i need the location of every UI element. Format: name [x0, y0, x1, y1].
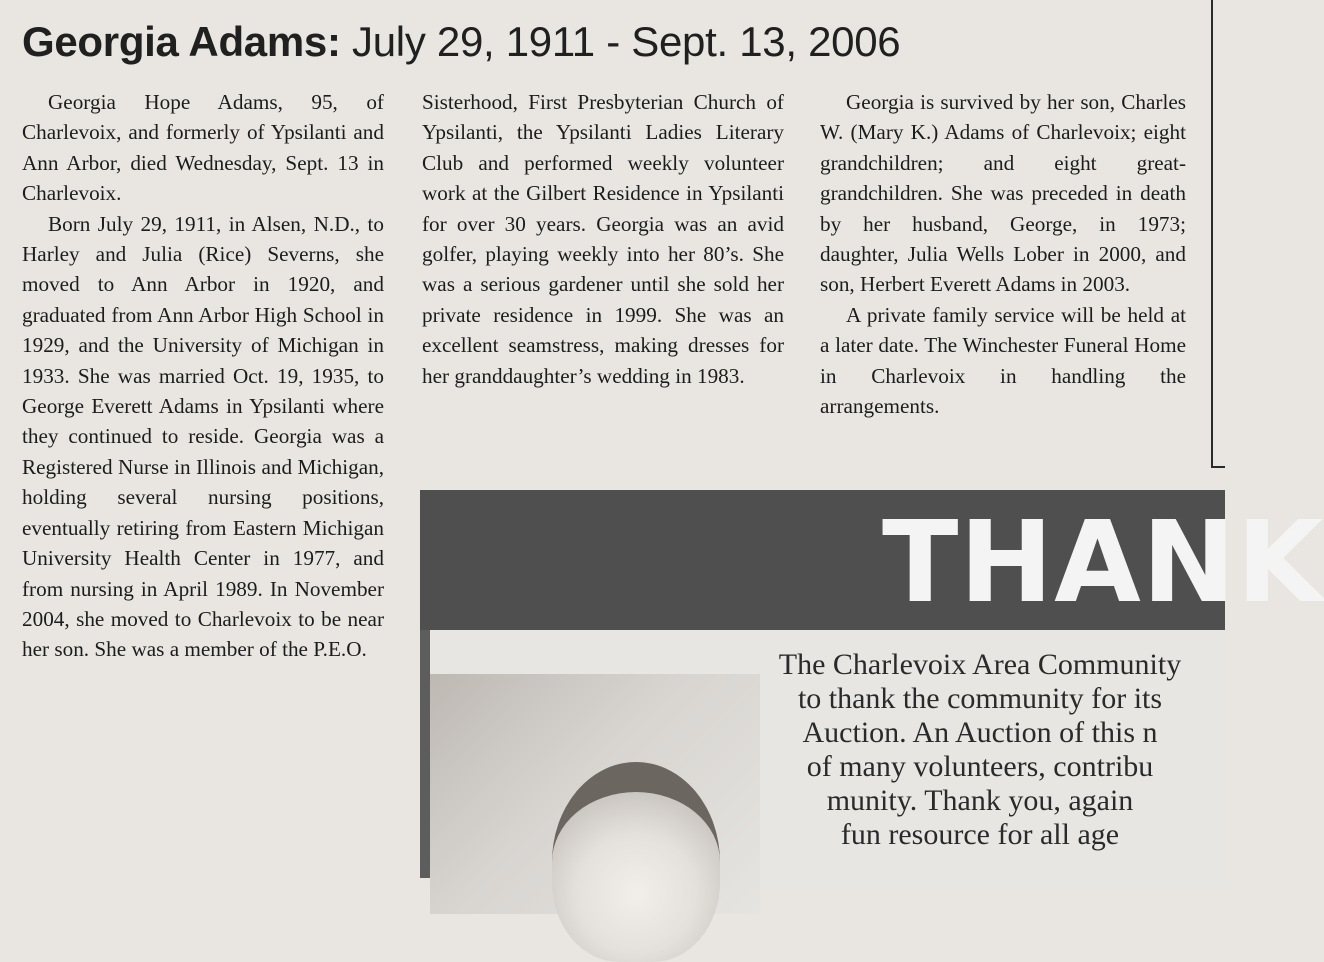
ad-text — [720, 648, 1240, 852]
col2-paragraph-1: Sisterhood, First Presbyterian Church of Ypsilanti, the Ypsilanti Ladies Literary Club and performed weekly volunteer work at the Gilbert Residence in Ypsilanti for over 30 years. Georgia was an avid golfer, playing weekly into her 80’s. She was a serious gardener until she sold her private residence in 1999. She was an excellent seamstress, making dresses for her granddaughter’s wedding in 1983. — [422, 90, 784, 388]
ad-inner-panel — [430, 630, 1230, 890]
headline-dates: July 29, 1911 - Sept. 13, 2006 — [352, 18, 901, 65]
ad-line-3: Auction. An Auction of this n — [802, 716, 1158, 749]
col1-paragraph-2: Born July 29, 1911, in Alsen, N.D., to Harley and Julia (Rice) Severns, she moved to Ann Arbor in 1920, and graduated from Ann Arbor High School in 1929, and the University of Michigan in 1933. She was married Oct. 19, 1935, to George Everett Adams in Ypsilanti where they continued to reside. Georgia was a Registered Nurse in Illinois and Michigan, holding several nursing positions, eventually retiring from Eastern Michigan University Health Center in 1977, and from nursing in April 1989. In November 2004, she moved to Charlevoix to be near her son. She was a member of the P.E.O. — [22, 211, 384, 662]
ad-line-5: munity. Thank you, again — [826, 784, 1134, 817]
ad-photo — [430, 674, 760, 914]
headline-name: Georgia Adams: — [22, 18, 341, 65]
column-1 — [22, 87, 384, 665]
column-3 — [820, 87, 1186, 421]
column-rule — [1211, 0, 1213, 468]
obituary-headline — [22, 14, 1202, 70]
col3-paragraph-1: Georgia is survived by her son, Charles W. (Mary K.) Adams of Charlevoix; eight grandchildren; and eight great-grandchildren. She was preceded in death by her husband, George, in 1973; daughter, Julia Wells Lober in 2000, and son, Herbert Everett Adams in 2003. — [820, 90, 1186, 297]
ad-line-1: The Charlevoix Area Community — [778, 648, 1182, 681]
col1-paragraph-1: Georgia Hope Adams, 95, of Charlevoix, and formerly of Ypsilanti and Ann Arbor, died Wednesday, Sept. 13 in Charlevoix. — [22, 90, 384, 206]
ad-line-6: fun resource for all age — [840, 818, 1120, 851]
ad-line-4: of many volunteers, contribu — [806, 750, 1154, 783]
ad-photo-child — [552, 762, 720, 962]
column-2 — [422, 87, 784, 391]
thank-you-ad — [420, 490, 1324, 878]
ad-title: THANK — [882, 498, 1324, 628]
column-rule-foot — [1211, 466, 1225, 468]
ad-line-2: to thank the community for its — [797, 682, 1163, 715]
col3-paragraph-2: A private family service will be held at a later date. The Winchester Funeral Home in Charlevoix in handling the arrangements. — [820, 302, 1186, 419]
